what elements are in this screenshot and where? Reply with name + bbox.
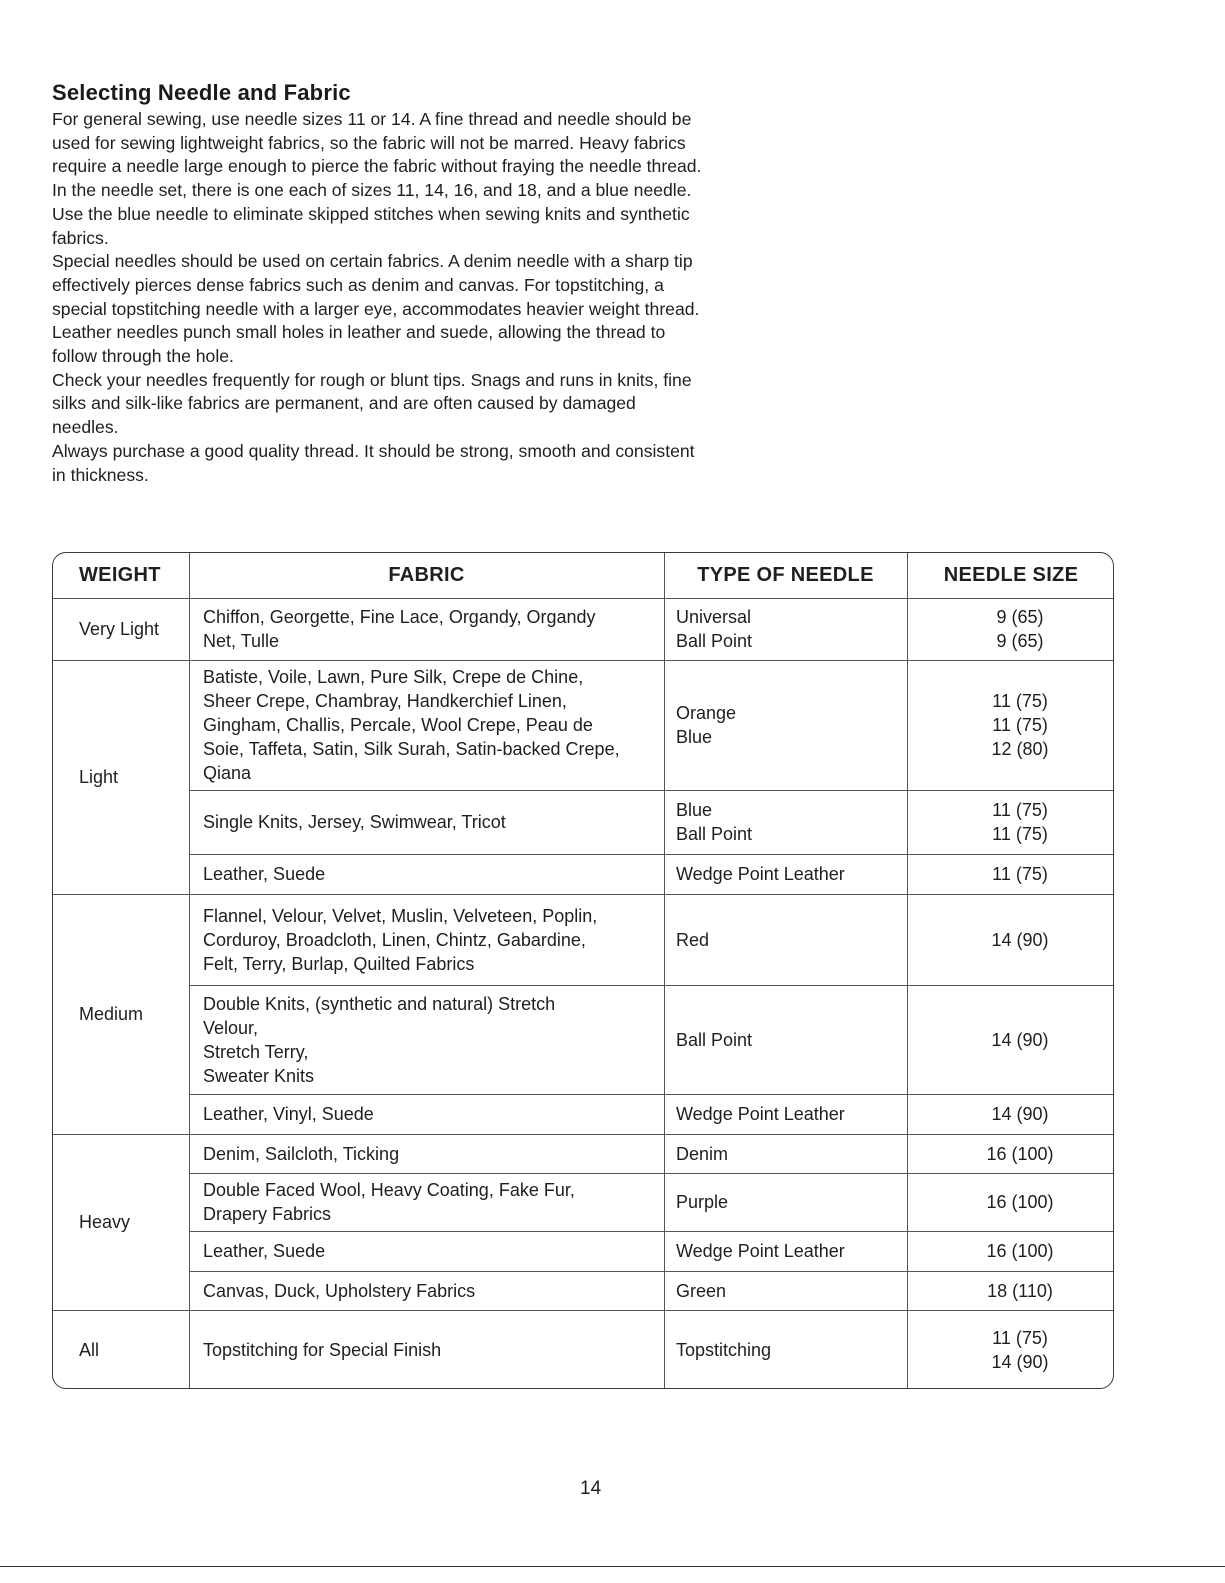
needle-size-cell: 14 (90) [991, 929, 1049, 950]
needle-type-cell: Orange [676, 703, 737, 723]
intro-paragraph [52, 440, 812, 487]
weight-label: Very Light [79, 619, 160, 639]
fabric-cell: Batiste, Voile, Lawn, Pure Silk, Crepe de Chine, [203, 667, 584, 687]
needle-type-cell: Wedge Point Leather [676, 1104, 845, 1124]
fabric-cell: Topstitching for Special Finish [203, 1340, 442, 1360]
intro-line: in thickness. [52, 464, 149, 485]
needle-type-cell: Ball Point [676, 824, 753, 844]
intro-line: Special needles should be used on certain fabrics. A denim needle with a sharp tip [52, 251, 693, 272]
row-divider [53, 894, 1114, 895]
row-divider [189, 790, 1114, 791]
weight-label: All [79, 1340, 100, 1360]
needle-type-cell: Green [676, 1280, 727, 1301]
row-divider [189, 985, 1114, 986]
column-header: WEIGHT [79, 564, 161, 586]
intro-line: In the needle set, there is one each of sizes 11, 14, 16, and 18, and a blue needle. [52, 180, 692, 201]
row-divider [189, 854, 1114, 855]
intro-line: Check your needles frequently for rough or blunt tips. Snags and runs in knits, fine [52, 369, 692, 390]
row-divider [53, 660, 1114, 661]
intro-line: used for sewing lightweight fabrics, so the fabric will not be marred. Heavy fabrics [52, 132, 686, 153]
page-heading: Selecting Needle and Fabric [52, 80, 351, 105]
row-divider [53, 1310, 1114, 1311]
intro-line: follow through the hole. [52, 346, 234, 367]
fabric-cell: Flannel, Velour, Velvet, Muslin, Velveteen, Poplin, [203, 905, 598, 926]
fabric-cell: Qiana [203, 763, 252, 783]
page-number: 14 [580, 1478, 602, 1499]
needle-size-cell: 14 (90) [991, 1352, 1049, 1372]
intro-paragraph [52, 108, 812, 250]
needle-size-cell: 14 (90) [991, 1104, 1049, 1124]
fabric-cell: Drapery Fabrics [203, 1204, 332, 1224]
needle-type-cell: Wedge Point Leather [676, 1241, 845, 1261]
intro-line: Use the blue needle to eliminate skipped stitches when sewing knits and synthetic [52, 203, 690, 224]
intro-text [52, 108, 812, 487]
intro-line: Leather needles punch small holes in leather and suede, allowing the thread to [52, 322, 666, 343]
needle-fabric-table [52, 552, 1114, 1389]
needle-type-cell: Ball Point [676, 1029, 753, 1050]
needle-size-cell: 11 (75) [992, 691, 1048, 711]
row-divider [189, 1231, 1114, 1232]
fabric-cell: Leather, Suede [203, 864, 326, 884]
intro-line: require a needle large enough to pierce the fabric without fraying the needle thread. [52, 156, 702, 177]
needle-size-cell: 11 (75) [992, 1328, 1048, 1348]
row-divider [53, 1134, 1114, 1135]
needle-size-cell: 12 (80) [991, 739, 1049, 759]
fabric-cell: Sheer Crepe, Chambray, Handkerchief Linen, [203, 691, 567, 711]
row-divider [189, 1271, 1114, 1272]
needle-size-cell: 14 (90) [991, 1029, 1049, 1050]
fabric-cell: Net, Tulle [203, 631, 280, 651]
fabric-cell: Gingham, Challis, Percale, Wool Crepe, Peau de [203, 715, 593, 735]
column-divider [664, 553, 665, 1389]
row-divider [189, 1094, 1114, 1095]
intro-paragraph [52, 369, 812, 440]
needle-size-cell: 9 (65) [996, 631, 1044, 651]
fabric-cell: Denim, Sailcloth, Ticking [203, 1143, 400, 1164]
column-header: NEEDLE SIZE [943, 564, 1079, 586]
fabric-cell: Stretch Terry, [203, 1041, 309, 1062]
weight-label: Heavy [79, 1212, 131, 1232]
fabric-cell: Velour, [203, 1017, 259, 1038]
needle-type-cell: Blue [676, 800, 713, 820]
column-divider [189, 553, 190, 1389]
intro-line: needles. [52, 417, 119, 438]
fabric-cell: Leather, Vinyl, Suede [203, 1104, 374, 1124]
needle-size-cell: 11 (75) [992, 800, 1048, 820]
fabric-cell: Corduroy, Broadcloth, Linen, Chintz, Gabardine, [203, 929, 586, 950]
row-divider [53, 598, 1114, 599]
fabric-cell: Soie, Taffeta, Satin, Silk Surah, Satin-backed Crepe, [203, 739, 620, 759]
needle-type-cell: Purple [676, 1192, 729, 1212]
needle-size-cell: 11 (75) [992, 715, 1048, 735]
fabric-cell: Leather, Suede [203, 1241, 326, 1261]
fabric-cell: Double Knits, (synthetic and natural) Stretch [203, 993, 556, 1014]
row-divider [189, 1173, 1114, 1174]
needle-size-cell: 16 (100) [986, 1143, 1054, 1164]
intro-line: special topstitching needle with a larger eye, accommodates heavier weight thread. [52, 298, 700, 319]
needle-type-cell: Universal [676, 607, 752, 627]
fabric-cell: Double Faced Wool, Heavy Coating, Fake Fur, [203, 1180, 575, 1200]
needle-type-cell: Wedge Point Leather [676, 864, 845, 884]
fabric-cell: Sweater Knits [203, 1065, 315, 1086]
column-header: FABRIC [388, 564, 465, 586]
needle-size-cell: 16 (100) [986, 1192, 1054, 1212]
intro-paragraph [52, 250, 812, 369]
needle-size-cell: 9 (65) [996, 607, 1044, 627]
needle-size-cell: 11 (75) [992, 824, 1048, 844]
intro-line: silks and silk-like fabrics are permanent, and are often caused by damaged [52, 393, 636, 414]
intro-line: fabrics. [52, 227, 109, 248]
fabric-cell: Single Knits, Jersey, Swimwear, Tricot [203, 812, 506, 832]
needle-size-cell: 18 (110) [987, 1280, 1053, 1301]
column-header: TYPE OF NEEDLE [697, 564, 874, 586]
needle-size-cell: 11 (75) [992, 864, 1048, 884]
fabric-cell: Felt, Terry, Burlap, Quilted Fabrics [203, 953, 475, 974]
needle-type-cell: Blue [676, 727, 713, 747]
needle-size-cell: 16 (100) [986, 1241, 1054, 1261]
needle-type-cell: Topstitching [676, 1340, 772, 1360]
weight-label: Light [79, 767, 119, 787]
needle-type-cell: Denim [676, 1143, 729, 1164]
intro-line: For general sewing, use needle sizes 11 or 14. A fine thread and needle should be [52, 109, 692, 129]
column-divider [907, 553, 908, 1389]
fabric-cell: Canvas, Duck, Upholstery Fabrics [203, 1280, 476, 1301]
bottom-rule [0, 1566, 1225, 1567]
weight-label: Medium [79, 1004, 144, 1024]
intro-line: Always purchase a good quality thread. It should be strong, smooth and consistent [52, 440, 695, 461]
fabric-cell: Chiffon, Georgette, Fine Lace, Organdy, Organdy [203, 607, 596, 627]
needle-type-cell: Ball Point [676, 631, 753, 651]
intro-line: effectively pierces dense fabrics such as denim and canvas. For topstitching, a [52, 274, 664, 295]
needle-type-cell: Red [676, 929, 710, 950]
